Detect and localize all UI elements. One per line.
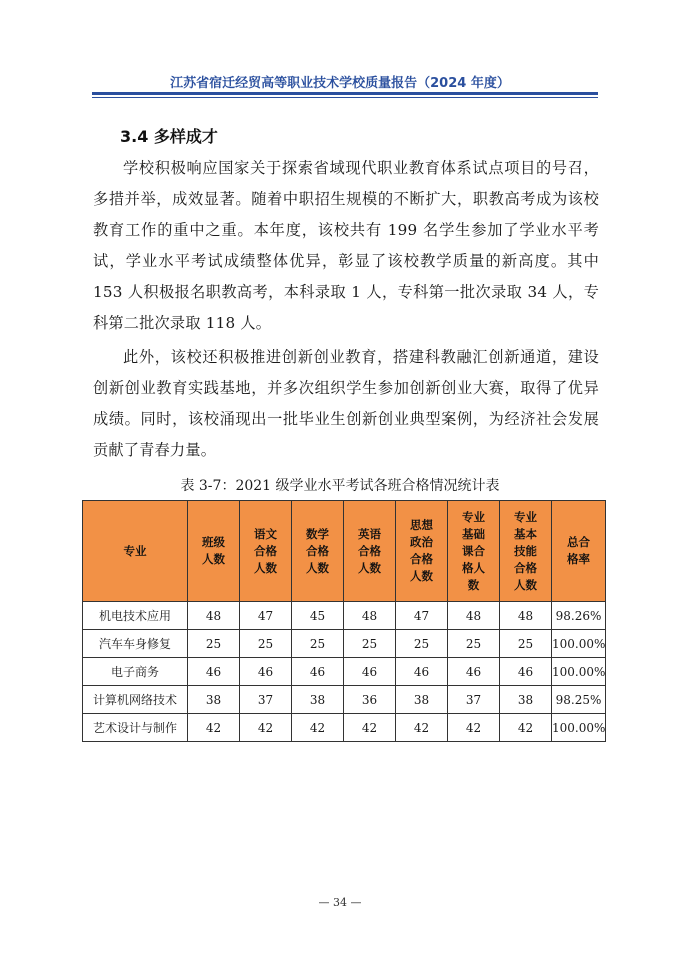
cell: 25	[396, 630, 448, 658]
cell: 47	[396, 602, 448, 630]
table-row	[83, 630, 606, 658]
table-row	[83, 686, 606, 714]
cell: 25	[240, 630, 292, 658]
page-number: — 34 —	[318, 896, 362, 909]
cell: 46	[448, 658, 500, 686]
table-row	[83, 714, 606, 742]
cell: 42	[240, 714, 292, 742]
cell-major: 计算机网络技术	[83, 686, 188, 714]
cell-rate: 100.00%	[552, 630, 606, 658]
cell: 46	[500, 658, 552, 686]
cell: 37	[448, 686, 500, 714]
table-row	[83, 658, 606, 686]
header-rule-thick	[92, 92, 598, 95]
cell: 37	[240, 686, 292, 714]
cell: 46	[396, 658, 448, 686]
cell: 46	[344, 658, 396, 686]
cell: 38	[396, 686, 448, 714]
cell: 42	[344, 714, 396, 742]
cell: 48	[188, 602, 240, 630]
cell-rate: 98.25%	[552, 686, 606, 714]
header-english: 英语合格人数	[344, 501, 396, 602]
header-rule-thin	[92, 97, 598, 98]
cell: 25	[448, 630, 500, 658]
cell-rate: 100.00%	[552, 714, 606, 742]
header-major: 专业	[83, 501, 188, 602]
cell: 42	[188, 714, 240, 742]
table-header-row	[83, 501, 606, 602]
cell: 38	[188, 686, 240, 714]
cell-major: 艺术设计与制作	[83, 714, 188, 742]
header-chinese: 语文合格人数	[240, 501, 292, 602]
table-row	[83, 602, 606, 630]
cell: 25	[188, 630, 240, 658]
cell: 46	[240, 658, 292, 686]
cell: 42	[396, 714, 448, 742]
pass-rate-table	[82, 500, 606, 742]
cell-major: 汽车车身修复	[83, 630, 188, 658]
table-caption: 表 3-7：2021 级学业水平考试各班合格情况统计表	[180, 478, 500, 494]
cell: 46	[188, 658, 240, 686]
cell: 46	[292, 658, 344, 686]
header-math: 数学合格人数	[292, 501, 344, 602]
cell: 48	[344, 602, 396, 630]
header-class-size: 班级人数	[188, 501, 240, 602]
header-major-basics: 专业基础课合格人数	[448, 501, 500, 602]
cell-rate: 100.00%	[552, 658, 606, 686]
cell: 47	[240, 602, 292, 630]
cell: 48	[500, 602, 552, 630]
cell: 36	[344, 686, 396, 714]
cell: 25	[500, 630, 552, 658]
header-politics: 思想政治合格人数	[396, 501, 448, 602]
paragraph-2: 此外，该校还积极推进创新创业教育，搭建科教融汇创新通道，建设创新创业教育实践基地，并多次组织学生参加创新创业大赛，取得了优异成绩。同时，该校涌现出一批毕业生创新创业典型案例，为经济社会发展贡献了青春力量。	[93, 348, 599, 459]
cell: 42	[500, 714, 552, 742]
section-title: 3.4 多样成才	[120, 127, 218, 146]
cell: 38	[500, 686, 552, 714]
cell: 48	[448, 602, 500, 630]
cell-rate: 98.26%	[552, 602, 606, 630]
header-major-skills: 专业基本技能合格人数	[500, 501, 552, 602]
cell: 25	[344, 630, 396, 658]
header-total-rate: 总合格率	[552, 501, 606, 602]
cell: 45	[292, 602, 344, 630]
paragraph-1: 学校积极响应国家关于探索省域现代职业教育体系试点项目的号召，多措并举，成效显著。随着中职招生规模的不断扩大，职教高考成为该校教育工作的重中之重。本年度，该校共有 199 名学生参加了学业水平考试，学业水平考试成绩整体优异，彰显了该校教学质量的新高度。其中 153 人积极报名职教高考，本科录取 1 人，专科第一批次录取 34 人，专科第二批次录取 118 人。	[93, 159, 599, 332]
cell: 38	[292, 686, 344, 714]
cell: 42	[448, 714, 500, 742]
cell: 42	[292, 714, 344, 742]
cell: 25	[292, 630, 344, 658]
cell-major: 机电技术应用	[83, 602, 188, 630]
cell-major: 电子商务	[83, 658, 188, 686]
page-header-title: 江苏省宿迁经贸高等职业技术学校质量报告（2024 年度）	[170, 76, 510, 91]
